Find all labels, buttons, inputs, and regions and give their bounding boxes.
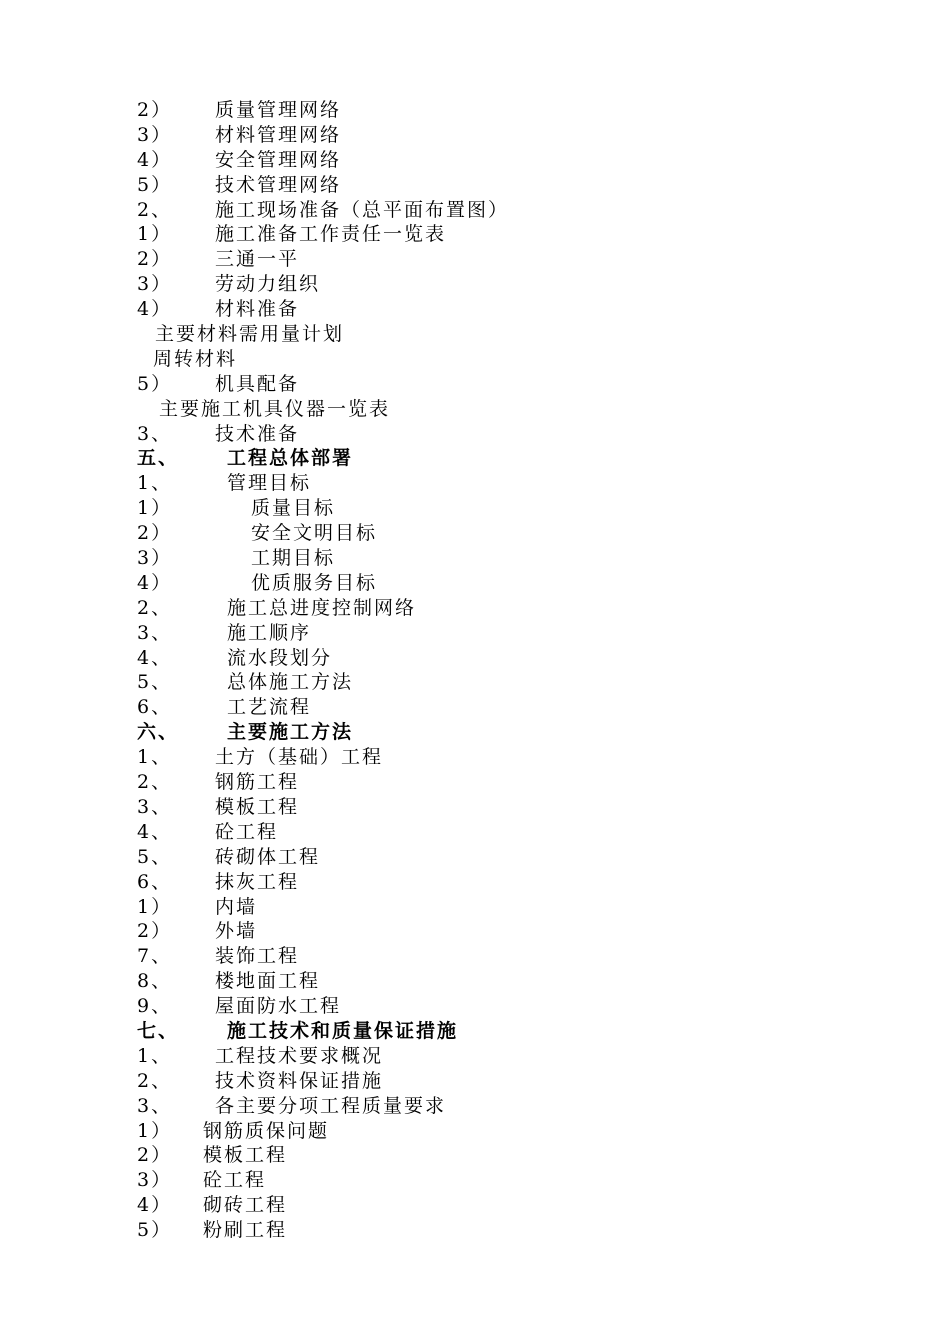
toc-entry	[137, 222, 897, 247]
toc-entry-number: 2、	[137, 771, 173, 794]
toc-entry	[137, 546, 897, 571]
toc-entry	[137, 98, 897, 123]
toc-entry	[137, 820, 897, 845]
toc-entry-text: 工艺流程	[227, 696, 312, 719]
toc-entry	[137, 496, 897, 521]
toc-entry-number: 2、	[137, 198, 173, 221]
toc-entry-text: 劳动力组织	[215, 273, 321, 296]
toc-entry	[137, 1193, 897, 1218]
toc-entry-number: 9、	[137, 995, 173, 1018]
toc-entry-number: 5）	[137, 372, 173, 395]
toc-entry-number: 4）	[137, 1194, 173, 1217]
toc-entry-text: 钢筋工程	[215, 771, 300, 794]
toc-entry	[137, 1094, 897, 1119]
toc-entry-number: 8、	[137, 970, 173, 993]
toc-entry	[137, 646, 897, 671]
toc-entry	[137, 1119, 897, 1144]
toc-entry-text: 钢筋质保问题	[203, 1119, 330, 1142]
toc-entry-text: 施工准备工作责任一览表	[215, 223, 447, 246]
toc-entry-text: 材料准备	[215, 298, 300, 321]
toc-entry-text: 装饰工程	[215, 945, 300, 968]
table-of-contents	[137, 98, 897, 1243]
toc-entry-number: 2、	[137, 1069, 173, 1092]
toc-entry-number: 1）	[137, 223, 173, 246]
toc-entry-text: 砖砌体工程	[215, 845, 321, 868]
toc-entry-text: 管理目标	[227, 472, 312, 495]
toc-entry-text: 施工现场准备（总平面布置图）	[215, 198, 510, 221]
toc-entry-text: 各主要分项工程质量要求	[215, 1094, 447, 1117]
toc-entry	[137, 770, 897, 795]
toc-entry-text: 工程总体部署	[227, 447, 354, 470]
toc-entry	[137, 670, 897, 695]
toc-entry	[137, 745, 897, 770]
toc-entry	[137, 1143, 897, 1168]
toc-entry	[137, 297, 897, 322]
toc-entry-number: 3）	[137, 273, 173, 296]
toc-entry	[137, 372, 897, 397]
toc-entry-number: 2）	[137, 920, 173, 943]
toc-entry-text: 主要施工机具仪器一览表	[159, 397, 391, 420]
toc-entry-text: 质量管理网络	[215, 99, 342, 121]
toc-entry-text: 砼工程	[215, 820, 279, 843]
toc-entry-number: 3）	[137, 1169, 173, 1192]
toc-entry-number: 1、	[137, 746, 173, 769]
toc-entry	[137, 272, 897, 297]
toc-entry	[137, 173, 897, 198]
toc-entry	[137, 198, 897, 223]
toc-entry	[137, 621, 897, 646]
toc-entry-text: 外墙	[215, 920, 258, 943]
toc-entry-text: 屋面防水工程	[215, 995, 342, 1018]
section-heading	[137, 720, 897, 745]
toc-entry-text: 模板工程	[203, 1144, 288, 1167]
toc-entry-text: 主要材料需用量计划	[155, 323, 345, 346]
toc-entry-text: 土方（基础）工程	[215, 746, 384, 769]
toc-entry-number: 4、	[137, 820, 173, 843]
toc-entry-number: 1）	[137, 497, 173, 520]
toc-entry	[137, 870, 897, 895]
toc-entry-text: 工期目标	[251, 547, 336, 570]
section-heading	[137, 1019, 897, 1044]
toc-entry-text: 楼地面工程	[215, 970, 321, 993]
toc-entry-number: 3）	[137, 123, 173, 146]
toc-entry	[137, 919, 897, 944]
toc-entry-text: 优质服务目标	[251, 571, 378, 594]
toc-entry-text: 周转材料	[153, 347, 238, 370]
toc-entry-text: 主要施工方法	[227, 721, 354, 744]
toc-entry-number: 1）	[137, 1119, 173, 1142]
toc-entry	[137, 969, 897, 994]
toc-entry-text: 内墙	[215, 895, 258, 918]
toc-entry	[137, 422, 897, 447]
toc-entry-number: 4）	[137, 148, 173, 171]
toc-entry-number: 5、	[137, 845, 173, 868]
toc-entry-text: 技术管理网络	[215, 173, 342, 196]
toc-entry-number: 5、	[137, 671, 173, 694]
toc-entry-number: 2）	[137, 99, 173, 121]
toc-entry	[137, 944, 897, 969]
toc-entry-text: 工程技术要求概况	[215, 1044, 384, 1067]
toc-entry-text: 粉刷工程	[203, 1219, 288, 1242]
toc-entry-number: 1、	[137, 1044, 173, 1067]
toc-entry-number: 2、	[137, 596, 173, 619]
toc-entry-number: 5）	[137, 1219, 173, 1242]
toc-entry-text: 技术准备	[215, 422, 300, 445]
toc-entry-text: 施工顺序	[227, 621, 312, 644]
toc-entry-text: 三通一平	[215, 248, 300, 271]
toc-entry-text: 施工技术和质量保证措施	[227, 1019, 459, 1042]
toc-entry-text: 砼工程	[203, 1169, 267, 1192]
toc-entry-number: 五、	[137, 447, 180, 470]
toc-entry	[137, 1168, 897, 1193]
toc-entry-number: 4）	[137, 298, 173, 321]
toc-entry	[137, 148, 897, 173]
toc-entry-number: 2）	[137, 248, 173, 271]
toc-entry-text: 砌砖工程	[203, 1194, 288, 1217]
toc-entry	[137, 596, 897, 621]
toc-entry	[137, 1069, 897, 1094]
toc-entry-number: 6、	[137, 870, 173, 893]
toc-entry	[137, 795, 897, 820]
toc-entry-number: 6、	[137, 696, 173, 719]
toc-entry	[137, 521, 897, 546]
toc-entry	[137, 397, 897, 422]
toc-entry	[137, 895, 897, 920]
toc-entry-text: 安全管理网络	[215, 148, 342, 171]
toc-entry	[137, 247, 897, 272]
toc-entry	[137, 123, 897, 148]
toc-entry-number: 4、	[137, 646, 173, 669]
toc-entry	[137, 571, 897, 596]
toc-entry	[137, 1218, 897, 1243]
toc-entry-text: 材料管理网络	[215, 123, 342, 146]
toc-entry	[137, 471, 897, 496]
toc-entry-number: 2）	[137, 522, 173, 545]
toc-entry-number: 六、	[137, 721, 180, 744]
toc-entry	[137, 994, 897, 1019]
toc-entry-text: 质量目标	[251, 497, 336, 520]
toc-entry-number: 3、	[137, 1094, 173, 1117]
toc-entry-number: 2）	[137, 1144, 173, 1167]
toc-entry-number: 5）	[137, 173, 173, 196]
toc-entry	[137, 695, 897, 720]
toc-entry-text: 模板工程	[215, 795, 300, 818]
toc-entry-text: 总体施工方法	[227, 671, 354, 694]
toc-entry-number: 3、	[137, 795, 173, 818]
toc-entry-number: 4）	[137, 571, 173, 594]
toc-entry-text: 安全文明目标	[251, 522, 378, 545]
toc-entry-text: 施工总进度控制网络	[227, 596, 417, 619]
toc-entry-text: 抹灰工程	[215, 870, 300, 893]
toc-entry-number: 3、	[137, 422, 173, 445]
toc-entry-text: 机具配备	[215, 372, 300, 395]
toc-entry	[137, 347, 897, 372]
toc-entry-number: 3、	[137, 621, 173, 644]
toc-entry	[137, 845, 897, 870]
toc-entry-number: 七、	[137, 1019, 180, 1042]
toc-entry-text: 技术资料保证措施	[215, 1069, 384, 1092]
toc-entry-number: 3）	[137, 547, 173, 570]
section-heading	[137, 446, 897, 471]
toc-entry-number: 7、	[137, 945, 173, 968]
toc-entry	[137, 1044, 897, 1069]
toc-entry	[137, 322, 897, 347]
toc-entry-text: 流水段划分	[227, 646, 333, 669]
toc-entry-number: 1、	[137, 472, 173, 495]
toc-entry-number: 1）	[137, 895, 173, 918]
